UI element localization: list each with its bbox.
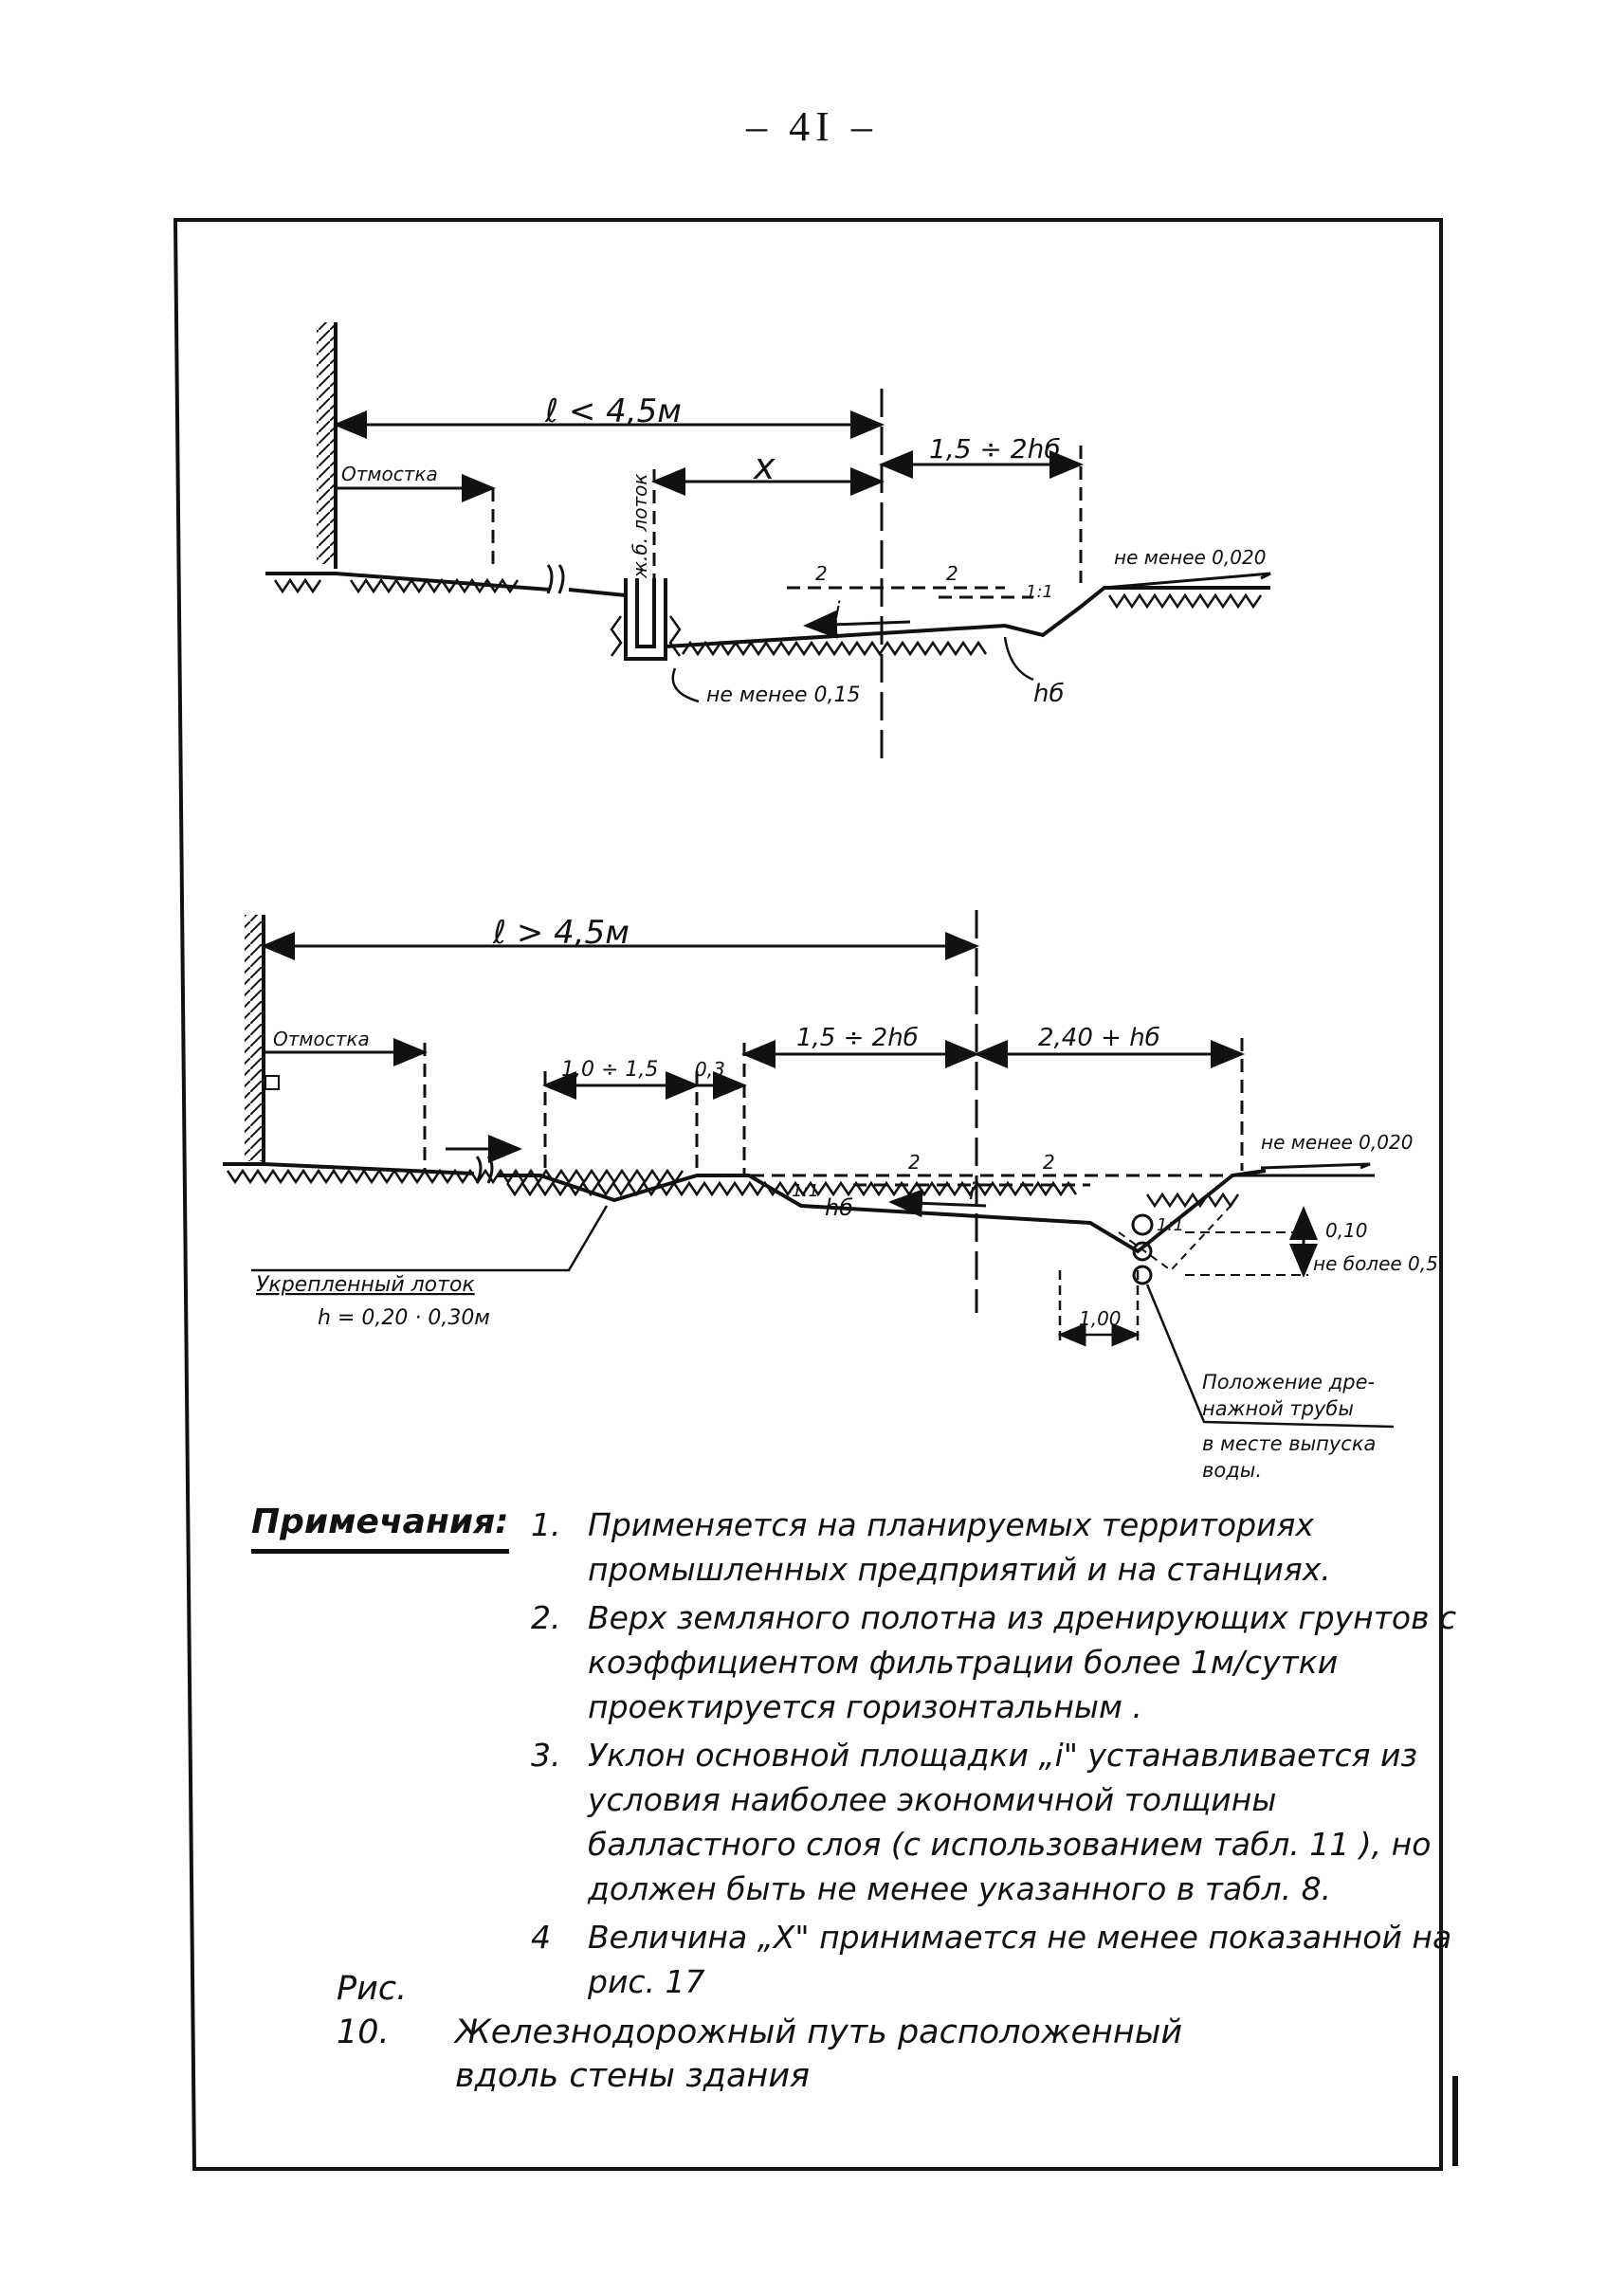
- note-item: [531, 1595, 1479, 1729]
- note-item: [531, 1733, 1479, 1911]
- note-number: 1.: [531, 1506, 561, 1543]
- wall-bottom: [245, 915, 264, 1161]
- top-label-hb: hб: [1033, 680, 1065, 708]
- drain-pipe-marker: [1133, 1215, 1152, 1234]
- top-dim-side: 1,5 ÷ 2hб: [929, 433, 1061, 464]
- note-number: 2.: [531, 1599, 561, 1636]
- bottom-label-max05: не более 0,5: [1313, 1252, 1438, 1275]
- note-text: Величина „X" принимается не менее показанной на рис. 17: [588, 1919, 1452, 2000]
- bottom-tray-h: h = 0,20 · 0,30м: [318, 1306, 490, 1330]
- top-label-min-bottom: не менее 0,15: [706, 683, 861, 707]
- bottom-dim-03: 0,3: [695, 1058, 725, 1081]
- note-text: Применяется на планируемых территориях промышленных предприятий и на станциях.: [588, 1506, 1331, 1588]
- caption-line-1: Железнодорожный путь расположенный: [455, 2013, 1183, 2051]
- top-label-slope: 1:1: [1026, 582, 1053, 602]
- wall-top: [317, 322, 336, 564]
- bottom-dim-right: 2,40 + hб: [1038, 1024, 1160, 1052]
- top-label-setback: Отмостка: [341, 463, 438, 485]
- ground-top-mid: [569, 590, 626, 595]
- note-text: Верх земляного полотна из дренирующих грунтов с коэффициентом фильтрации более 1м/сутки проектируется горизонтальным .: [588, 1599, 1457, 1725]
- figure-caption: [337, 1967, 1379, 2098]
- note-item: [531, 1503, 1479, 1592]
- bottom-pipe-label-3: в месте выпуска: [1202, 1432, 1377, 1455]
- bottom-label-hb: hб: [825, 1194, 854, 1221]
- top-label-i: i: [834, 597, 841, 624]
- bottom-label-setback: Отмостка: [273, 1028, 370, 1050]
- notes-title: Примечания:: [251, 1503, 509, 1554]
- caption-line-2: вдоль стены здания: [455, 2057, 811, 2095]
- page-number: – 4I –: [746, 103, 878, 150]
- design-grade-top: [787, 588, 1033, 597]
- bottom-label-dash2: 2: [1043, 1151, 1055, 1174]
- bottom-dim-l: ℓ > 4,5м: [493, 914, 630, 952]
- bottom-pipe-label-1: Положение дре-: [1202, 1371, 1376, 1393]
- top-label-dash2: 2: [946, 562, 958, 585]
- concrete-tray: [626, 578, 666, 659]
- bottom-label-dash1: 2: [908, 1151, 921, 1174]
- top-label-min-right: не менее 0,020: [1114, 546, 1267, 569]
- bottom-label-100: 1,00: [1079, 1307, 1122, 1330]
- figure-bottom: [223, 910, 1438, 1482]
- bottom-pipe-label-4: воды.: [1202, 1459, 1262, 1482]
- figure-top: [265, 322, 1270, 768]
- bottom-label-slope-right: 1:1: [1157, 1215, 1184, 1235]
- bottom-dim-10-15: 1,0 ÷ 1,5: [561, 1058, 659, 1082]
- bottom-tray-label: Укрепленный лоток: [256, 1273, 475, 1297]
- top-label-dash1: 2: [815, 562, 828, 585]
- bottom-label-min-right: не менее 0,020: [1261, 1131, 1414, 1154]
- caption-figure-number: Рис. 10.: [337, 1970, 408, 2051]
- note-number: 3.: [531, 1737, 561, 1774]
- notes-list: [531, 1503, 1479, 2008]
- top-dim-l: ℓ < 4,5м: [545, 392, 682, 430]
- note-number: 4: [531, 1919, 551, 1956]
- bottom-pipe-label-2: нажной трубы: [1202, 1397, 1354, 1420]
- bottom-label-010: 0,10: [1325, 1219, 1368, 1242]
- bottom-label-i: i: [969, 1178, 976, 1205]
- top-dim-x: x: [754, 446, 776, 487]
- bottom-label-slope-left: 1:1: [792, 1181, 819, 1201]
- note-text: Уклон основной площадки „i" устанавливается из условия наиболее экономичной толщины балластного слоя (с использованием табл. 11 ), но должен быть не менее указанного в табл. 8.: [588, 1737, 1432, 1907]
- top-label-tray: ж.б. лоток: [629, 473, 651, 578]
- bottom-dim-side: 1,5 ÷ 2hб: [796, 1024, 919, 1052]
